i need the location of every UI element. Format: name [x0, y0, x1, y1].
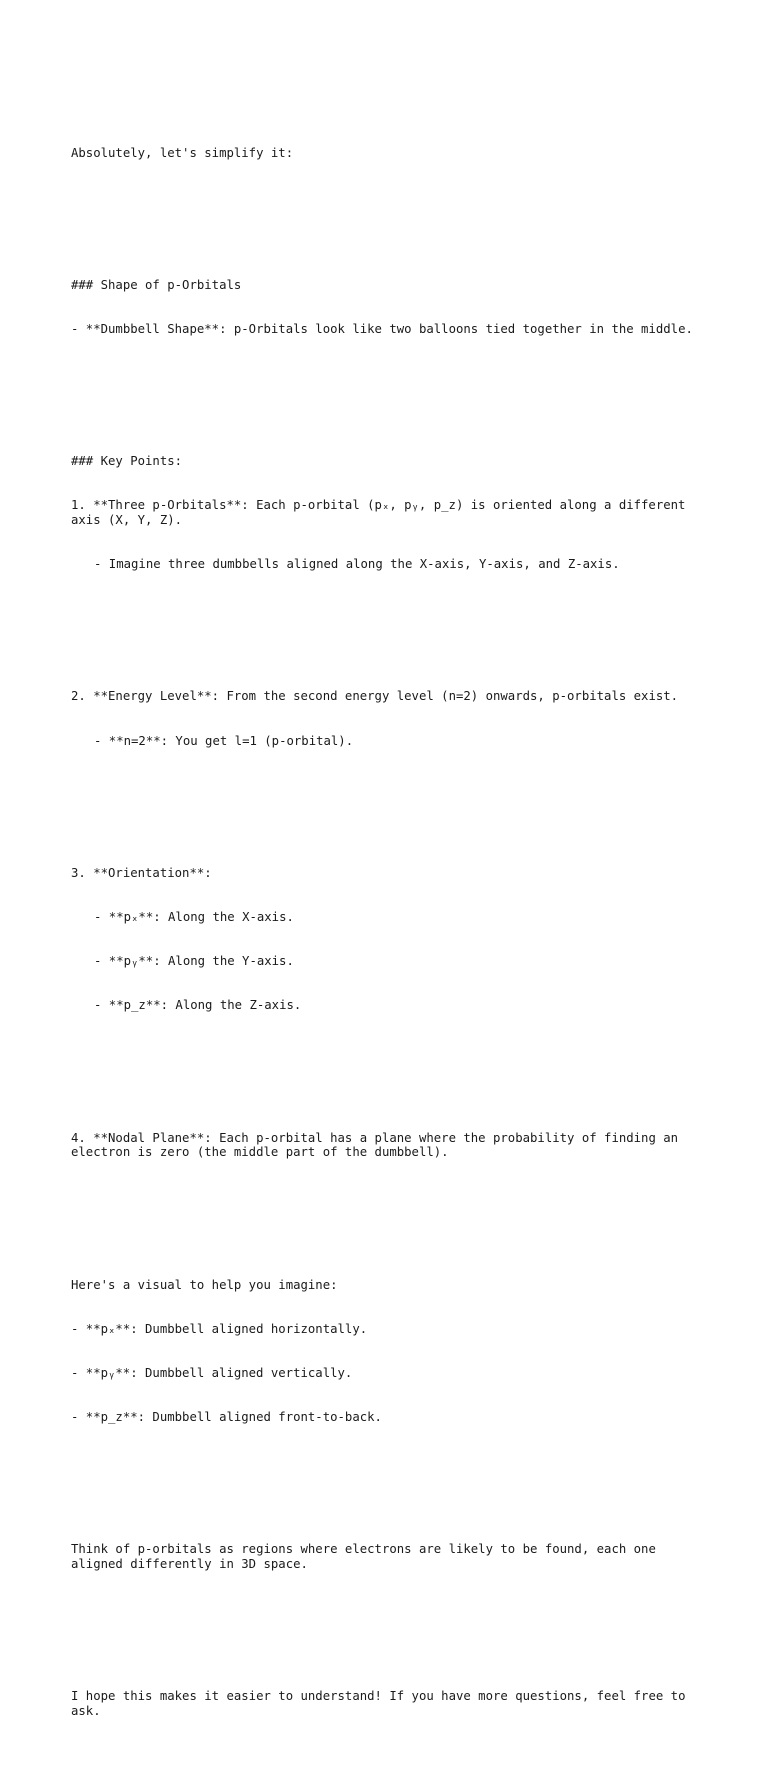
visual-px: - **pₓ**: Dumbbell aligned horizontally. — [71, 1321, 368, 1336]
point-2-text: 2. **Energy Level**: From the second energy level (n=2) onwards, p-orbitals exist. — [71, 689, 679, 704]
point-3-section — [71, 837, 711, 1043]
summary-text: Think of p-orbitals as regions where electrons are likely to be found, each one aligned differently in 3D space. — [71, 1542, 664, 1571]
summary-paragraph — [71, 1513, 711, 1601]
visual-pz: - **p_z**: Dumbbell aligned front-to-back. — [71, 1409, 382, 1424]
point-3-sub-pz: - **p_z**: Along the Z-axis. — [94, 998, 302, 1013]
point-1-text: 1. **Three p-Orbitals**: Each p-orbital (pₓ, pᵧ, p_z) is oriented along a different axis (X, Y, Z). — [71, 498, 693, 528]
shape-bullet: - **Dumbbell Shape**: p-Orbitals look like two balloons tied together in the middle. — [71, 321, 693, 336]
visual-intro: Here's a visual to help you imagine: — [71, 1277, 338, 1292]
intro-paragraph — [71, 116, 711, 190]
closing-paragraph — [71, 1660, 711, 1748]
point-3-sub-py: - **pᵧ**: Along the Y-axis. — [94, 954, 294, 969]
visual-section — [71, 1248, 711, 1454]
point-1-subtext: - Imagine three dumbbells aligned along the X-axis, Y-axis, and Z-axis. — [94, 557, 620, 572]
point-2-section — [71, 660, 711, 778]
key-points-heading: ### Key Points: — [71, 454, 183, 469]
visual-py: - **pᵧ**: Dumbbell aligned vertically. — [71, 1365, 353, 1380]
shape-section — [71, 248, 711, 366]
point-2-subtext: - **n=2**: You get l=1 (p-orbital). — [94, 733, 354, 748]
closing-text: I hope this makes it easier to understand! If you have more questions, feel free to ask. — [71, 1689, 693, 1718]
point-3-text: 3. **Orientation**: — [71, 865, 212, 880]
point-4-text: 4. **Nodal Plane**: Each p-orbital has a plane where the probability of finding an electron is zero (the middle part of the dumbbell). — [71, 1130, 686, 1160]
intro-text: Absolutely, let's simplify it: — [71, 145, 294, 160]
document-body — [71, 72, 711, 1792]
key-points-section — [71, 425, 711, 601]
point-3-sub-px: - **pₓ**: Along the X-axis. — [94, 910, 294, 925]
shape-heading: ### Shape of p-Orbitals — [71, 277, 242, 292]
point-4-section — [71, 1101, 711, 1189]
